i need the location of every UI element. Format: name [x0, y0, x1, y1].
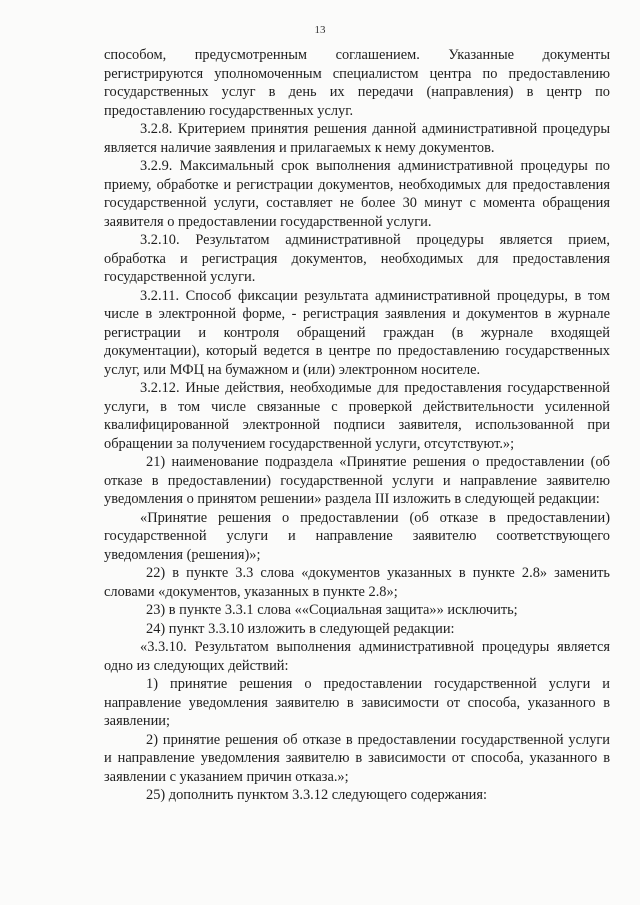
page-number: 13 — [314, 24, 326, 36]
paragraph-item-23: 23) в пункте 3.3.1 слова ««Социальная защита»» исключить; — [146, 602, 518, 618]
paragraph-item-21: 21) наименование подраздела «Принятие решения о предоставлении (об отказе в предоставлении) государственной услуги и направление заявителю уведомления о принятом решении» раздела III изложить в следующей редакции: — [104, 454, 610, 507]
paragraph-3-2-11: 3.2.11. Способ фиксации результата административной процедуры, в том числе в электронной форме, - регистрация заявления и документов в журнале регистрации и контроля обращений граждан (в журнале входящей документации), который ведется в центре по предоставлению государственных услуг, или МФЦ на бумажном и (или) электронном носителе. — [104, 287, 610, 378]
paragraph-3-2-12: 3.2.12. Иные действия, необходимые для предоставления государственной услуги, в том числе связанные с проверкой действительности усиленной квалифицированной электронной подписи заявителя, использованной при обращении за получением государственной услуги, отсутствуют.»; — [104, 380, 610, 452]
paragraph-subitem-2: 2) принятие решения об отказе в предоставлении государственной услуги и направление уведомления заявителю в зависимости от способа, указанного в заявлении с указанием причин отказа.»; — [104, 731, 610, 785]
paragraph-item-25: 25) дополнить пунктом 3.3.12 следующего содержания: — [146, 787, 487, 803]
document-body — [104, 46, 610, 805]
paragraph-item-24: 24) пункт 3.3.10 изложить в следующей редакции: — [146, 620, 455, 637]
paragraph-3-2-9: 3.2.9. Максимальный срок выполнения административной процедуры по приему, обработке и регистрации документов, необходимых для предоставления государственной услуги, составляет не более 30 минут с момента обращения заявителя о предоставлении государственной услуги. — [104, 158, 610, 230]
paragraph-3-2-10: 3.2.10. Результатом административной процедуры является прием, обработка и регистрация документов, необходимых для предоставления государственной услуги. — [104, 232, 610, 285]
paragraph-3-2-8: 3.2.8. Критерием принятия решения данной административной процедуры является наличие заявления и прилагаемых к нему документов. — [104, 121, 610, 156]
paragraph-item-22: 22) в пункте 3.3 слова «документов указанных в пункте 2.8» заменить словами «документов, указанных в пункте 2.8»; — [104, 565, 610, 600]
paragraph-continuation: способом, предусмотренным соглашением. Указанные документы регистрируются уполномоченным специалистом центра по предоставлению государственных услуг в день их передачи (направления) в центр по предоставлению государственных услуг. — [104, 47, 610, 119]
paragraph-3-3-10: «3.3.10. Результатом выполнения административной процедуры является одно из следующих действий: — [104, 639, 610, 674]
paragraph-new-title: «Принятие решения о предоставлении (об отказе в предоставлении) государственной услуги и направление заявителю соответствующего уведомления (решения)»; — [104, 509, 610, 563]
paragraph-subitem-1: 1) принятие решения о предоставлении государственной услуги и направление уведомления заявителю в зависимости от способа, указанного в заявлении; — [104, 676, 610, 729]
